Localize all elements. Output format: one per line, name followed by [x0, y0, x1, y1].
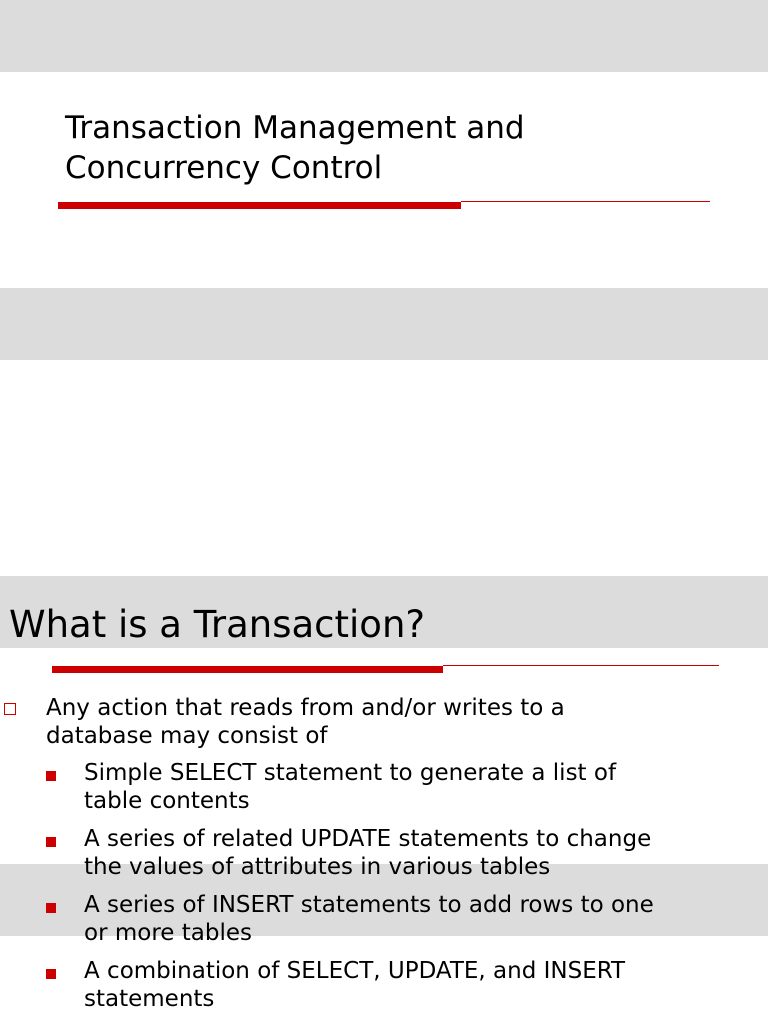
slide-divider-band	[0, 288, 768, 360]
top-header-band	[0, 0, 768, 72]
sub-bullet-text	[84, 957, 625, 1013]
title-line-2: Concurrency Control	[65, 150, 383, 186]
filled-square-bullet-icon	[46, 837, 56, 847]
title-underline-thick	[58, 202, 461, 209]
sub-bullet-line-2: table contents	[84, 788, 250, 814]
sub-bullet-line-2: or more tables	[84, 920, 252, 946]
slide-title	[65, 108, 525, 188]
sub-bullet-line-2: the values of attributes in various tables	[84, 854, 551, 880]
title-underline-thin	[461, 201, 710, 202]
filled-square-bullet-icon	[46, 903, 56, 913]
title-line-1: Transaction Management and	[65, 110, 525, 146]
filled-square-bullet-icon	[46, 969, 56, 979]
filled-square-bullet-icon	[46, 771, 56, 781]
heading-underline-thick	[52, 666, 443, 673]
sub-bullet-line-1: A series of INSERT statements to add rows to one	[84, 892, 654, 918]
hollow-square-bullet-icon	[4, 703, 16, 715]
sub-bullet-text	[84, 759, 616, 815]
heading-underline-thin	[443, 665, 719, 666]
main-bullet-line-2: database may consist of	[46, 723, 328, 749]
sub-bullet-line-2: statements	[84, 986, 215, 1012]
sub-bullet-line-1: Simple SELECT statement to generate a list of	[84, 760, 617, 786]
sub-bullet-line-1: A combination of SELECT, UPDATE, and INSERT	[84, 958, 626, 984]
sub-bullet-text	[84, 891, 654, 947]
sub-bullet-line-1: A series of related UPDATE statements to change	[84, 826, 652, 852]
sub-bullet-text	[84, 825, 651, 881]
main-bullet-text	[46, 694, 565, 750]
slide-heading: What is a Transaction?	[9, 603, 426, 646]
main-bullet-line-1: Any action that reads from and/or writes to a	[46, 695, 565, 721]
